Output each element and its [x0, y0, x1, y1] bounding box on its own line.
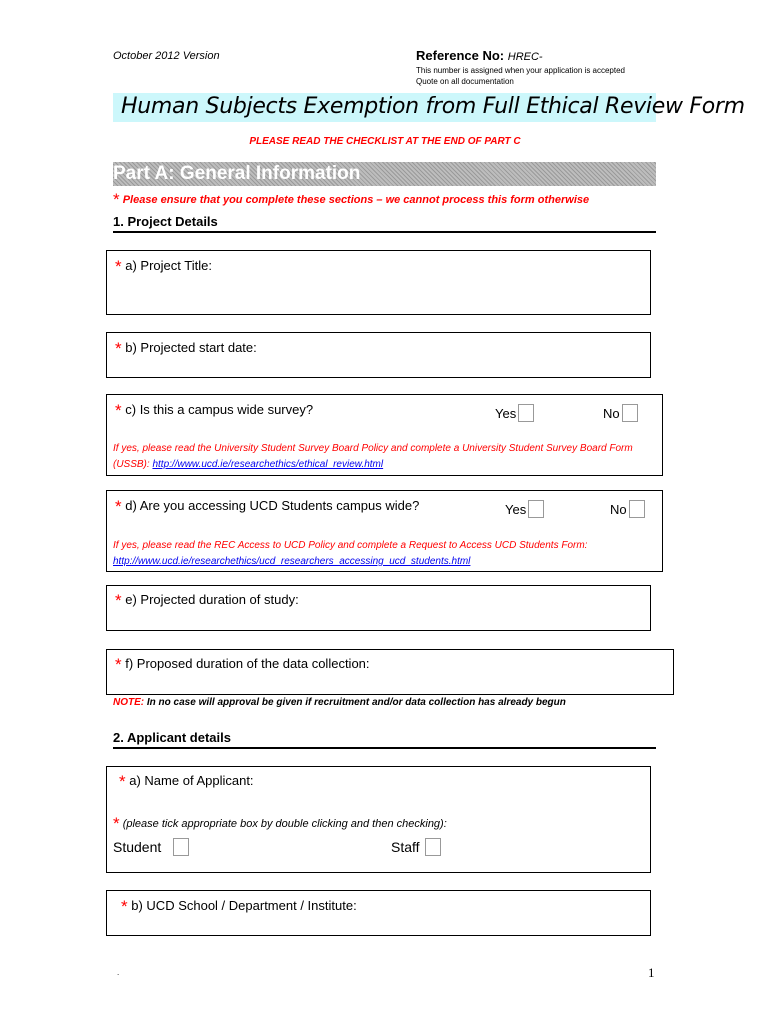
- campus-survey-no-checkbox[interactable]: [622, 404, 638, 422]
- required-star: *: [113, 190, 120, 209]
- campus-survey-yes: [495, 404, 534, 422]
- checklist-note: PLEASE READ THE CHECKLIST AT THE END OF PART C: [249, 136, 521, 147]
- part-a-heading: Part A: General Information: [113, 163, 361, 184]
- applicant-name-label: [119, 772, 254, 792]
- project-title-label: [115, 257, 212, 277]
- campus-survey-note: [113, 441, 658, 473]
- required-star: *: [115, 655, 122, 674]
- student-label: Student: [113, 839, 162, 855]
- staff-checkbox[interactable]: [425, 838, 441, 856]
- note-text: In no case will approval be given if recruitment and/or data collection has already begun: [146, 697, 566, 708]
- staff-label: Staff: [391, 839, 420, 855]
- required-star: *: [115, 591, 122, 610]
- data-collection-text: f) Proposed duration of the data collection:: [125, 656, 370, 671]
- study-duration-label: [115, 591, 299, 611]
- campus-survey-section: [106, 394, 663, 476]
- footer-dot: .: [117, 968, 120, 977]
- yes-label: Yes: [495, 406, 517, 421]
- ucd-students-no: [610, 500, 645, 518]
- student-option: [113, 838, 189, 856]
- ucd-students-label: [115, 497, 419, 517]
- reference-label: Reference No:: [416, 48, 505, 63]
- campus-survey-no: [603, 404, 638, 422]
- required-note-text: Please ensure that you complete these sections – we cannot process this form otherwise: [122, 194, 590, 206]
- required-star: *: [115, 257, 122, 276]
- ucd-students-section: [106, 490, 663, 572]
- school-department-field[interactable]: [106, 890, 651, 936]
- ucd-students-text: d) Are you accessing UCD Students campus wide?: [125, 498, 420, 513]
- project-title-text: a) Project Title:: [125, 258, 212, 273]
- section-project-details: 1. Project Details: [113, 214, 218, 229]
- tick-note-text: (please tick appropriate box by double clicking and then checking):: [122, 818, 447, 830]
- campus-survey-note-text: If yes, please read the University Student Survey Board Policy and complete a University Student Survey Board Form (USSB):: [113, 443, 633, 470]
- required-star: *: [115, 339, 122, 358]
- student-checkbox[interactable]: [173, 838, 189, 856]
- note-label: NOTE:: [113, 697, 145, 708]
- reference-note-2: Quote on all documentation: [416, 77, 514, 86]
- ucd-students-note: [113, 538, 658, 570]
- required-star: *: [113, 814, 120, 833]
- ucd-students-yes-checkbox[interactable]: [528, 500, 544, 518]
- approval-note: [113, 697, 566, 708]
- project-title-field[interactable]: [106, 250, 651, 315]
- no-label: No: [603, 406, 620, 421]
- ethical-review-link[interactable]: http://www.ucd.ie/researchethics/ethical_review.html: [152, 459, 384, 470]
- yes-label: Yes: [505, 502, 527, 517]
- required-star: *: [119, 772, 126, 791]
- campus-survey-yes-checkbox[interactable]: [518, 404, 534, 422]
- campus-survey-label: [115, 401, 313, 421]
- tick-note: [113, 814, 447, 834]
- start-date-field[interactable]: [106, 332, 651, 378]
- ucd-students-no-checkbox[interactable]: [629, 500, 645, 518]
- reference-number: [416, 48, 543, 63]
- no-label: No: [610, 502, 627, 517]
- reference-notes: [416, 65, 625, 87]
- page-number: 1: [648, 965, 655, 980]
- section-rule: [113, 231, 656, 233]
- required-star: *: [115, 401, 122, 420]
- required-note: [113, 190, 589, 210]
- ucd-students-link[interactable]: http://www.ucd.ie/researchethics/ucd_researchers_accessing_ucd_students.html: [113, 556, 471, 567]
- required-star: *: [115, 497, 122, 516]
- applicant-name-text[interactable]: a) Name of Applicant:: [129, 773, 254, 788]
- section-applicant-details: 2. Applicant details: [113, 730, 231, 745]
- data-collection-field[interactable]: [106, 649, 674, 695]
- start-date-label: [115, 339, 257, 359]
- reference-note-1: This number is assigned when your application is accepted: [416, 66, 626, 75]
- required-star: *: [121, 897, 128, 916]
- applicant-box: [106, 766, 651, 873]
- study-duration-field[interactable]: [106, 585, 651, 631]
- reference-value: HREC-: [507, 51, 543, 63]
- form-version: October 2012 Version: [113, 50, 220, 62]
- form-title: Human Subjects Exemption from Full Ethical Review Form: [121, 94, 745, 119]
- staff-option: [391, 838, 441, 856]
- school-department-label: [121, 897, 357, 917]
- section-rule: [113, 747, 656, 749]
- campus-survey-text: c) Is this a campus wide survey?: [125, 402, 314, 417]
- school-department-text: b) UCD School / Department / Institute:: [131, 898, 357, 913]
- data-collection-label: [115, 655, 370, 675]
- ucd-students-note-text: If yes, please read the REC Access to UCD Policy and complete a Request to Access UCD Students Form:: [113, 540, 588, 551]
- study-duration-text: e) Projected duration of study:: [125, 592, 299, 607]
- start-date-text: b) Projected start date:: [125, 340, 257, 355]
- ucd-students-yes: [505, 500, 544, 518]
